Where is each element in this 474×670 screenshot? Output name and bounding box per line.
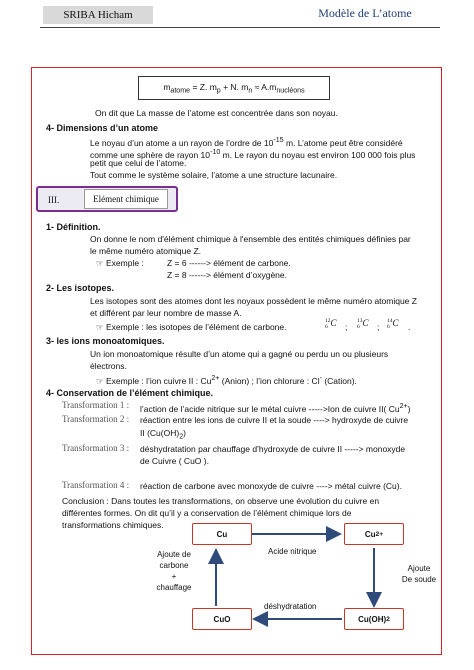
definition-line-2: le même numéro atomique Z. [90, 246, 202, 256]
mass-formula: $m_{atome} = Z$. $m_p + N$. $m_n \approx A.m_{nucléons}$ [163, 81, 305, 95]
transformation-1-label: Transformation 1 : [62, 400, 130, 410]
dimensions-line-4: Tout comme le système solaire, l’atome a une structure lacunaire. [90, 170, 338, 180]
definition-example-1: Z = 6 ------> élément de carbone. [167, 258, 291, 268]
isotope-c12: 12 6 C [325, 318, 337, 330]
transformation-3-label: Transformation 3 : [62, 443, 130, 453]
transformation-4-label: Transformation 4 : [62, 480, 130, 490]
section-title: Elément chimique [84, 189, 168, 209]
page-title: Modèle de L’atome [318, 6, 412, 20]
definition-heading: 1- Définition. [46, 222, 101, 232]
conclusion-line-1: Conclusion : Dans toutes les transformations, on observe une évolution du cuivre en [62, 496, 380, 506]
transformation-2-continued: II $(Cu(OH)_2)$ [140, 428, 186, 441]
conclusion-line-3: transformations chimiques. [62, 520, 164, 530]
isotope-separator: ; [345, 322, 348, 332]
author-badge: SRIBA Hicham [43, 6, 153, 24]
example-label: Exemple : [106, 258, 144, 268]
isotopes-line-2: et différent par leur nombre de masse A. [90, 308, 242, 318]
section-number: III. [48, 195, 60, 205]
label-ajoute-carbone: Ajoute de carbone + chauffage [156, 550, 192, 592]
isotope-c14: 14 6 C [387, 318, 399, 330]
isotope-separator: ; [377, 322, 380, 332]
transformation-3-continued: de Cuivre ( CuO ). [140, 456, 209, 466]
isotope-end-period: . [408, 322, 411, 332]
pointing-hand-icon: ☞ [96, 258, 104, 268]
ions-example-text: Exemple : l’ion cuivre II : $Cu^{2+}$ (Anion) ; l’ion chlorure : Cl- (Cation). [106, 374, 357, 386]
label-acide-nitrique: Acide nitrique [268, 547, 317, 556]
ions-heading: 3- les ions monoatomiques. [46, 336, 165, 346]
ions-line-2: électrons. [90, 361, 127, 371]
node-cuoh2: Cu(OH) 2 [344, 608, 404, 630]
isotopes-example-text: Exemple : les isotopes de l’élément de carbone. [106, 322, 287, 332]
transformation-4-text: réaction de carbone avec monoxyde de cuivre ----> métal cuivre (Cu). [140, 481, 402, 491]
isotopes-line-1: Les isotopes sont des atomes dont les noyaux possèdent le même numéro atomique Z [90, 296, 417, 306]
transformation-2-label: Transformation 2 : [62, 414, 130, 424]
label-deshydratation: déshydratation [264, 602, 317, 611]
mass-concentration-text: On dit que La masse de l’atome est concentrée dans son noyau. [95, 108, 338, 118]
definition-line-1: On donne le nom d'élément chimique à l'ensemble des entités chimiques définies par [90, 234, 411, 244]
transformation-3-text: déshydratation par chauffage d’hydroxyde de cuivre II -----> monoxyde [140, 444, 406, 454]
conclusion-line-2: différentes formes. On dit qu’il y a conservation de l’élément chimique lors de [62, 508, 352, 518]
dimensions-line-3: petit que celui de l’atome. [90, 158, 187, 168]
label-ajoute-soude: Ajoute De soude [401, 564, 437, 584]
transformation-1-text: l’action de l’acide nitrique sur le métal cuivre ----->Ion de cuivre II( $Cu^{2+}$) [140, 402, 411, 414]
isotope-c13: 13 6 C [357, 318, 369, 330]
dimensions-line-2: comme une sphère de rayon $10^{-10}$ m. Le rayon du noyau est environ 100 000 fois plus [90, 148, 416, 160]
transformation-2-text: réaction entre les ions de cuivre II et la soude ----> hydroxyde de cuivre [140, 415, 409, 425]
node-cuo: CuO [192, 608, 252, 630]
ions-line-1: Un ion monoatomique résulte d’un atome qui a gagné ou perdu un ou plusieurs [90, 349, 389, 359]
pointing-hand-icon: ☞ [96, 322, 104, 332]
pointing-hand-icon: ☞ [96, 375, 104, 386]
node-cu2plus: Cu 2+ [344, 523, 404, 545]
definition-example-2: Z = 8 ------> élément d’oxygène. [167, 270, 287, 280]
dimensions-heading: 4- Dimensions d’un atome [46, 123, 159, 133]
node-cu: Cu [192, 523, 252, 545]
isotopes-heading: 2- Les isotopes. [46, 283, 115, 293]
dimensions-line-1: Le noyau d’un atome a un rayon de l’ordre de $10^{-15}$ m. L’atome peut être considéré [90, 136, 403, 148]
conservation-heading: 4- Conservation de l’élément chimique. [46, 388, 214, 398]
